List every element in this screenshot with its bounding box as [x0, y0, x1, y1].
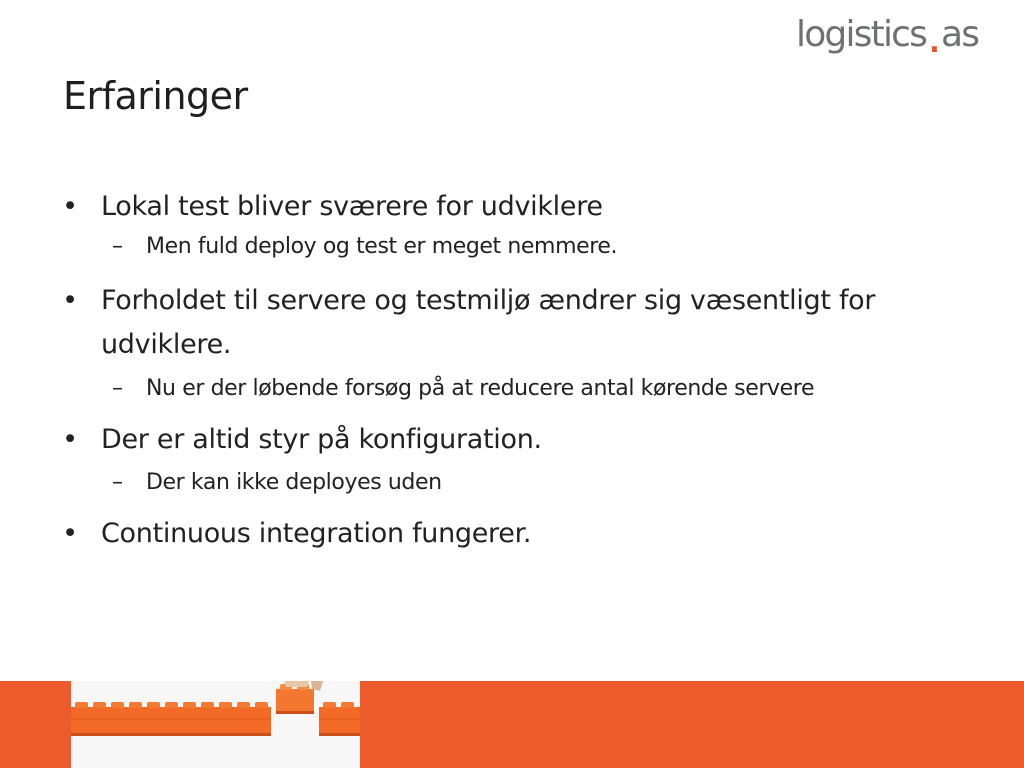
bullet-mark: • — [62, 285, 78, 316]
sub-bullet-item — [60, 370, 960, 408]
sub-bullet-text: Der kan ikke deployes uden — [146, 470, 442, 495]
bullet-list — [60, 186, 960, 555]
logo-text-suffix: as — [940, 14, 979, 55]
bullet-item — [60, 513, 960, 555]
bullet-text: Der er altid styr på konfiguration. — [101, 424, 542, 455]
bullet-item — [60, 419, 960, 461]
bullet-mark: • — [62, 424, 78, 455]
bullet-text: Forholdet til servere og testmiljø ændrer sig væsentligt for udviklere. — [101, 285, 876, 360]
sub-bullet-item — [60, 465, 960, 501]
brick-row-right — [319, 702, 360, 736]
sub-bullet-mark: – — [112, 470, 123, 495]
sub-bullet-mark: – — [112, 234, 123, 259]
bullet-group-1 — [60, 186, 960, 265]
logistics-logo — [796, 9, 979, 63]
logo-text-main: logistics — [796, 14, 927, 55]
bullet-item — [60, 186, 960, 228]
sub-bullet-text: Men fuld deploy og test er meget nemmere. — [146, 234, 618, 259]
bullet-text: Lokal test bliver sværere for udviklere — [101, 191, 603, 222]
bullet-item — [60, 279, 960, 367]
bullet-group-2 — [60, 279, 960, 408]
brick-blocks-illustration — [71, 681, 360, 768]
brick-blocks-image — [71, 681, 360, 768]
bullet-mark: • — [62, 191, 78, 222]
brick-row-left — [71, 702, 271, 736]
sub-bullet-item — [60, 229, 960, 265]
bullet-mark: • — [62, 518, 78, 549]
logo-dot: . — [927, 9, 940, 63]
slide-title: Erfaringer — [63, 74, 248, 118]
bullet-group-3 — [60, 419, 960, 501]
sub-bullet-text: Nu er der løbende forsøg på at reducere antal kørende servere — [146, 376, 815, 401]
sub-bullet-mark: – — [112, 376, 123, 401]
bullet-text: Continuous integration fungerer. — [101, 518, 532, 549]
bullet-group-4 — [60, 513, 960, 555]
